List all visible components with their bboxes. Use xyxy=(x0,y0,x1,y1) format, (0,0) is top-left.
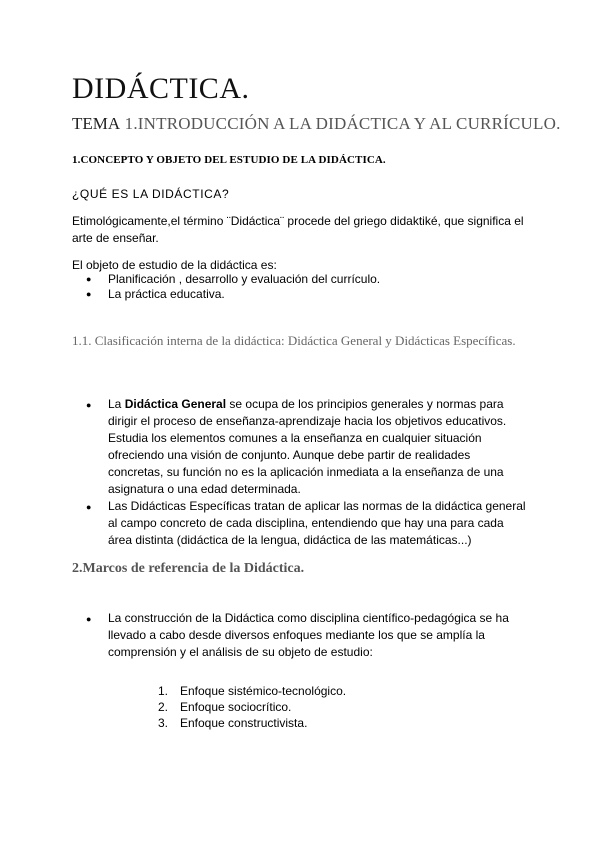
question-heading: ¿QUÉ ES LA DIDÁCTICA? xyxy=(72,187,230,201)
topic-name: 1.INTRODUCCIÓN A LA DIDÁCTICA Y AL CURRÍCULO. xyxy=(120,114,561,133)
document-title: DIDÁCTICA. xyxy=(72,72,250,105)
enfoque-number: 3. xyxy=(158,716,169,730)
object-list xyxy=(86,272,526,302)
topic-label: TEMA xyxy=(72,114,121,133)
section-heading-clasificacion: 1.1. Clasificación interna de la didáctica: Didáctica General y Didácticas Específicas. xyxy=(72,333,516,348)
list-item: ● La práctica educativa. xyxy=(86,287,526,302)
enfoque-label: Enfoque sistémico-tecnológico. xyxy=(180,684,347,698)
clasificacion-list xyxy=(86,396,526,549)
general-prefix: La xyxy=(108,397,125,411)
etymology-paragraph: Etimológicamente,el término ¨Didáctica¨ procede del griego didaktiké, que significa el arte de enseñar. xyxy=(72,214,524,245)
enfoque-number: 1. xyxy=(158,684,169,698)
list-item-didacticas-especificas: ● Las Didácticas Específicas tratan de aplicar las normas de la didáctica general al campo concreto de cada disciplina, entendiendo que hay una para cada área distinta (didáctica de la lengua, didáctica de las matemáticas...) xyxy=(86,498,526,549)
enfoques-list xyxy=(158,683,346,731)
general-description: se ocupa de los principios generales y normas para dirigir el proceso de enseñanza-aprendizaje hacia los objetivos educativos. Estudia los elementos comunes a la enseñanza en cualquier situación ofreciendo una visión de conjunto. Aunque debe partir de realidades concretas, su función no es la aplicación inmediata a la enseñanza de una asignatura o una edad determinada. xyxy=(108,397,507,496)
enfoque-label: Enfoque sociocrítico. xyxy=(180,700,292,714)
section-heading-concept: 1.CONCEPTO Y OBJETO DEL ESTUDIO DE LA DIDÁCTICA. xyxy=(72,154,386,166)
list-item: ● Planificación , desarrollo y evaluación del currículo. xyxy=(86,272,526,287)
list-item-didactica-general xyxy=(86,396,526,498)
didactica-general-term: Didáctica General xyxy=(124,397,227,411)
list-item: ● La construcción de la Didáctica como disciplina científico-pedagógica se ha llevado a cabo desde diversos enfoques mediante los que se amplía la comprensión y el análisis de su objeto de estudio: xyxy=(86,610,531,661)
enfoque-number: 2. xyxy=(158,700,169,714)
section-heading-marcos: 2.Marcos de referencia de la Didáctica. xyxy=(72,561,305,576)
object-intro: El objeto de estudio de la didáctica es: xyxy=(72,258,277,272)
topic-subtitle xyxy=(72,114,561,134)
enfoque-label: Enfoque constructivista. xyxy=(180,716,308,730)
enfoque-item xyxy=(158,715,346,731)
marcos-list xyxy=(86,610,531,661)
enfoque-item xyxy=(158,683,346,699)
enfoque-item xyxy=(158,699,346,715)
